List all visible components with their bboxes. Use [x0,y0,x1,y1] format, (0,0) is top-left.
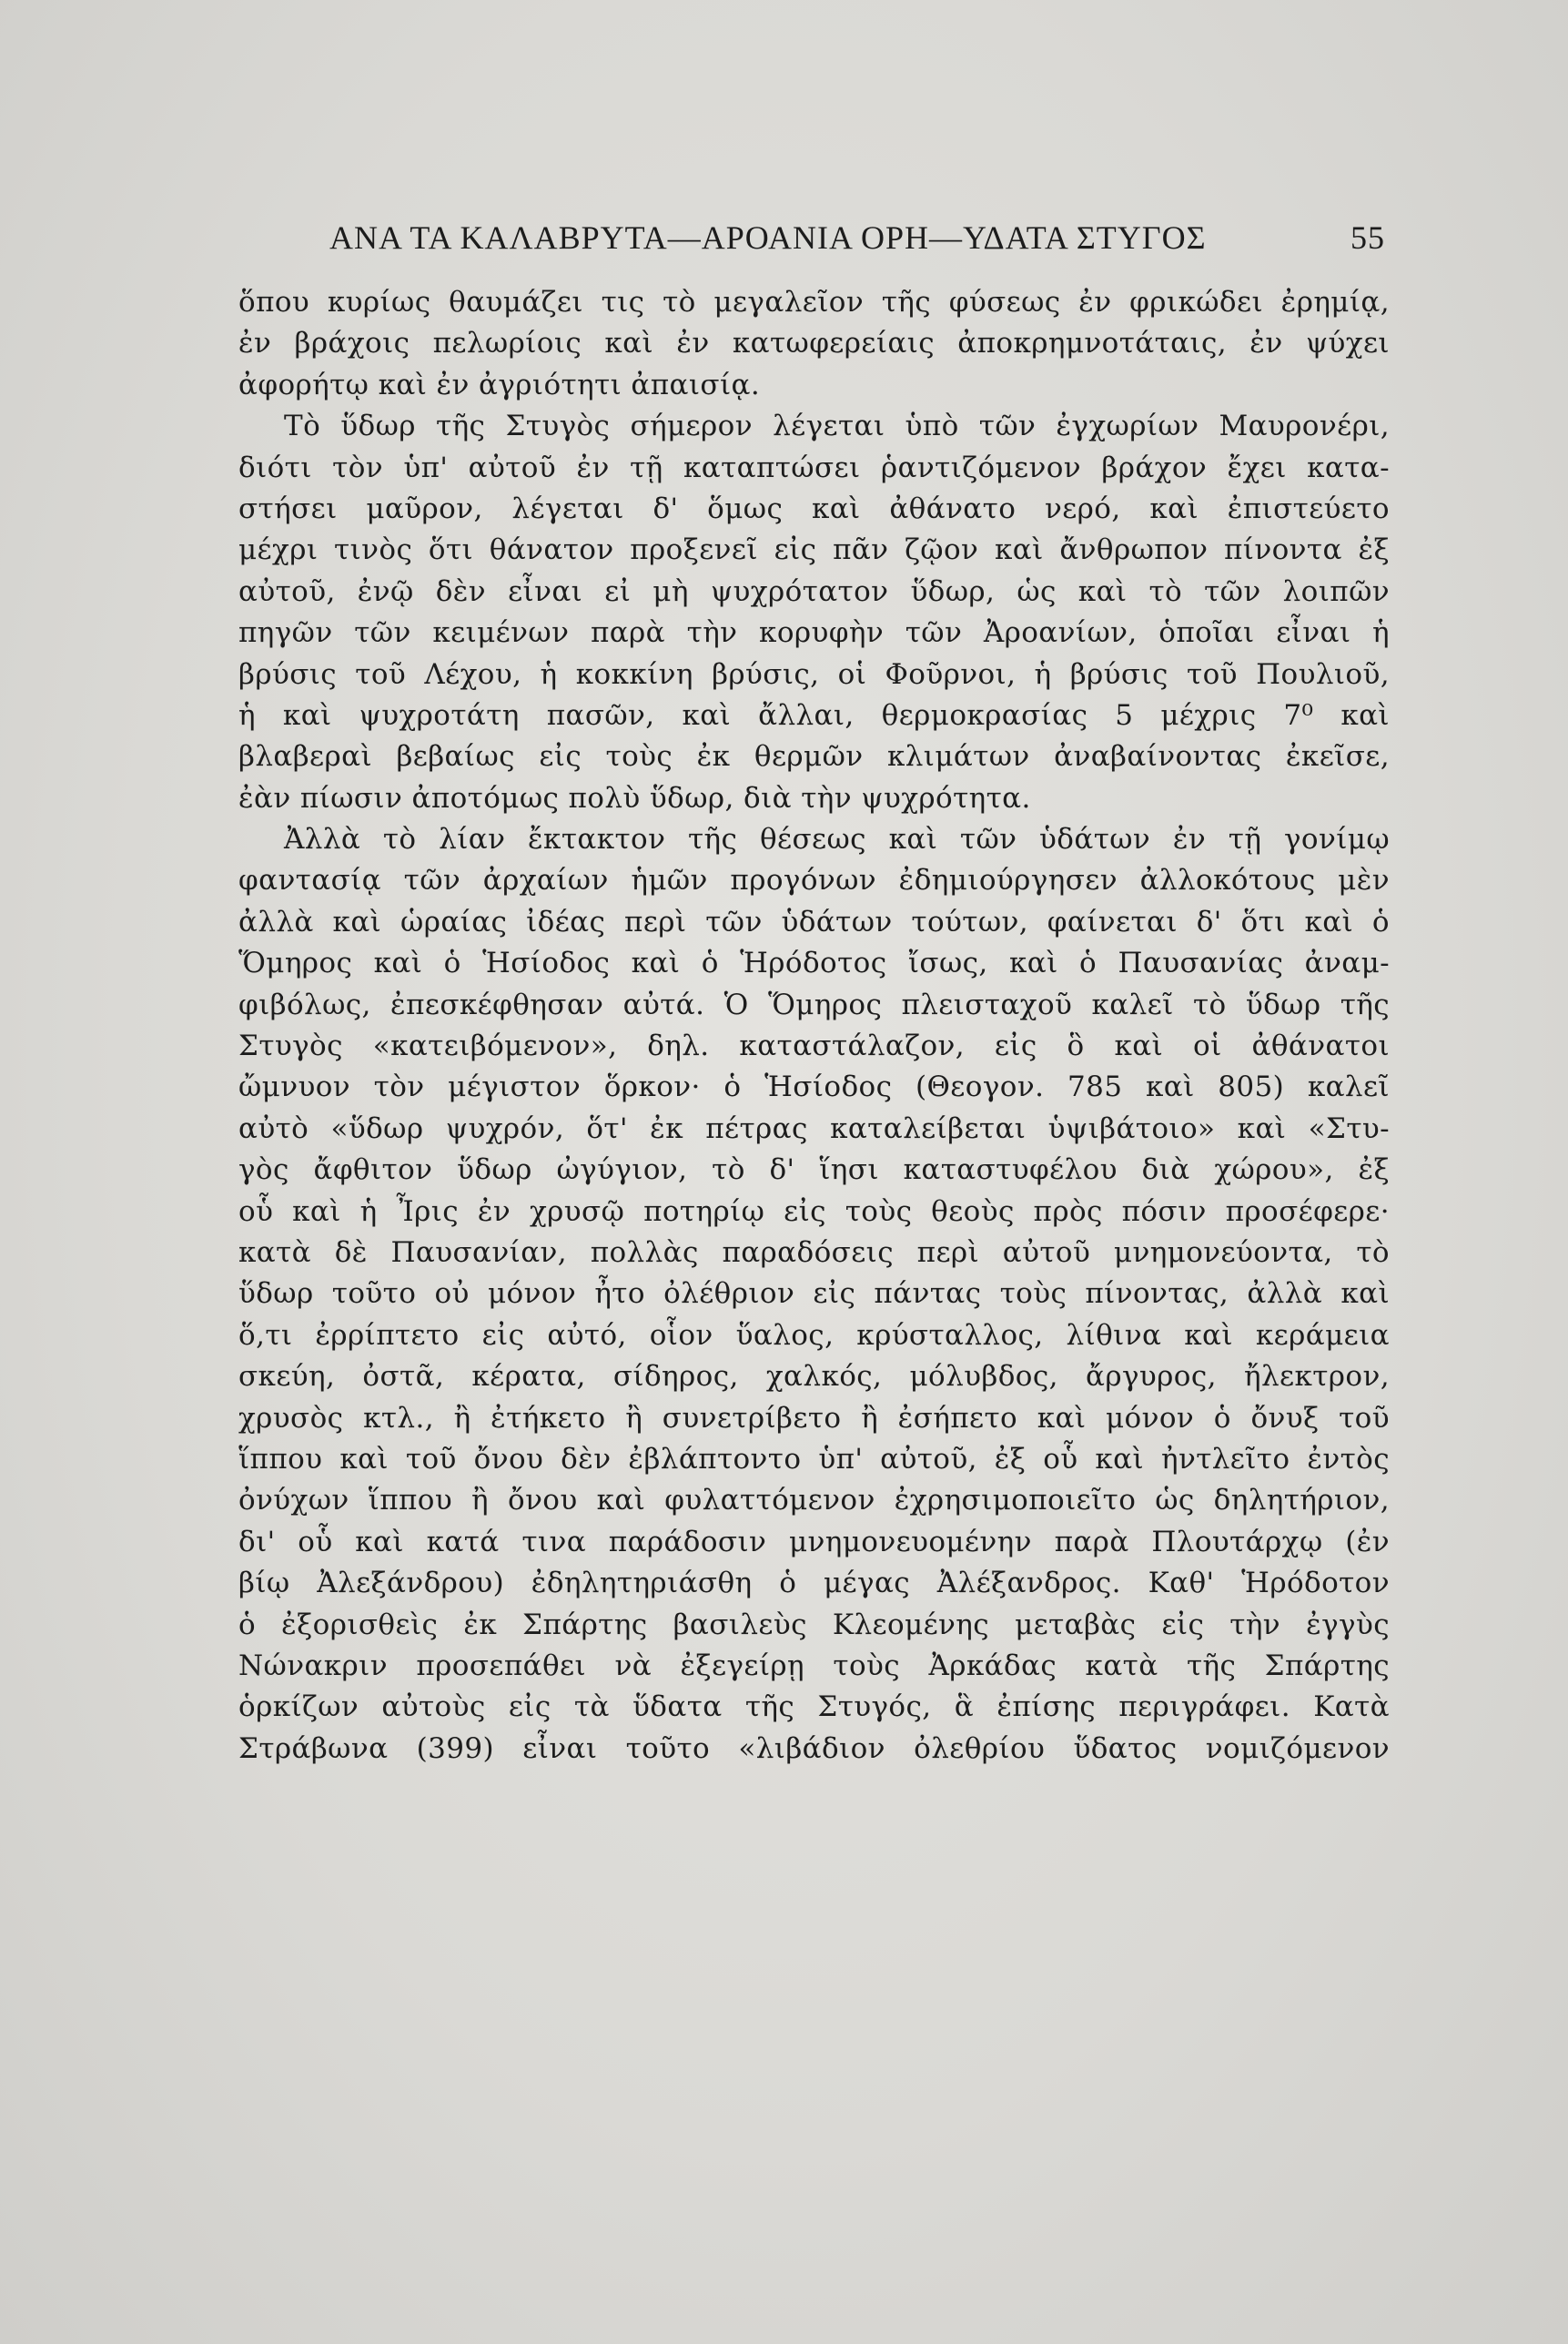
page-number: 55 [1351,219,1385,256]
text-line: Στράβωνα (399) εἶναι τοῦτο «λιβάδιον ὀλεθρίου ὕδατος νομιζόμενον [238,1731,1390,1765]
running-head-title: ΑΝΑ ΤΑ ΚΑΛΑΒΡΥΤΑ—ΑΡΟΑΝΙΑ ΟΡΗ—ΥΔΑΤΑ ΣΤΥΓΟΣ [329,219,1207,256]
text-line: αὐτὸ «ὕδωρ ψυχρόν, ὅτ' ἐκ πέτρας καταλείβεται ὑψιβάτοιο» καὶ «Στυ- [238,1111,1390,1145]
text-line: δι' οὗ καὶ κατά τινα παράδοσιν μνημονευομένην παρὰ Πλουτάρχῳ (ἐν [238,1525,1390,1558]
text-line: σκεύη, ὀστᾶ, κέρατα, σίδηρος, χαλκός, μόλυβδος, ἄργυρος, ἤλεκτρον, [238,1360,1390,1394]
text-line: Στυγὸς «κατειβόμενον», δηλ. καταστάλαζον, εἰς ὃ καὶ οἱ ἀθάνατοι [238,1030,1390,1063]
text-line: ἐὰν πίωσιν ἀποτόμως πολὺ ὕδωρ, διὰ τὴν ψυχρότητα. [238,781,1031,815]
running-head [329,218,1385,273]
text-line: ὤμνυον τὸν μέγιστον ὅρκον· ὁ Ἡσίοδος (Θεογον. 785 καὶ 805) καλεῖ [238,1071,1390,1104]
text-line: κατὰ δὲ Παυσανίαν, πολλὰς παραδόσεις περὶ αὐτοῦ μνημονεύοντα, τὸ [238,1235,1390,1269]
text-line: φιβόλως, ἐπεσκέφθησαν αὐτά. Ὁ Ὅμηρος πλεισταχοῦ καλεῖ τὸ ὕδωρ τῆς [238,988,1390,1021]
text-line: ὀνύχων ἵππου ἢ ὄνου καὶ φυλαττόμενον ἐχρησιμοποιεῖτο ὡς δηλητήριον, [238,1484,1390,1517]
text-line: ὁ ἐξορισθεὶς ἐκ Σπάρτης βασιλεὺς Κλεομένης μεταβὰς εἰς τὴν ἐγγὺς [238,1608,1390,1641]
text-line: βίῳ Ἀλεξάνδρου) ἐδηλητηριάσθη ὁ μέγας Ἀλέξανδρος. Καθ' Ἡρόδοτον [238,1567,1390,1600]
text-line: ὁρκίζων αὐτοὺς εἰς τὰ ὕδατα τῆς Στυγός, ἃ ἐπίσης περιγράφει. Κατὰ [238,1690,1390,1724]
text-line: Ἀλλὰ τὸ λίαν ἔκτακτον τῆς θέσεως καὶ τῶν ὑδάτων ἐν τῇ γονίμῳ [284,823,1390,857]
text-line: ἵππου καὶ τοῦ ὄνου δὲν ἐβλάπτοντο ὑπ' αὐτοῦ, ἐξ οὗ καὶ ἠντλεῖτο ἐντὸς [238,1442,1390,1476]
text-line: Ὅμηρος καὶ ὁ Ἡσίοδος καὶ ὁ Ἡρόδοτος ἴσως, καὶ ὁ Παυσανίας ἀναμ- [238,947,1390,980]
text-line: Τὸ ὕδωρ τῆς Στυγὸς σήμερον λέγεται ὑπὸ τῶν ἐγχωρίων Μαυρονέρι, [284,410,1390,443]
text-line: μέχρι τινὸς ὅτι θάνατον προξενεῖ εἰς πᾶν ζῷον καὶ ἄνθρωπον πίνοντα ἐξ [238,533,1390,567]
text-line: ὅπου κυρίως θαυμάζει τις τὸ μεγαλεῖον τῆς φύσεως ἐν φρικώδει ἐρημίᾳ, [238,286,1390,319]
text-line: χρυσὸς κτλ., ἢ ἐτήκετο ἢ συνετρίβετο ἢ ἐσήπετο καὶ μόνον ὁ ὄνυξ τοῦ [238,1401,1390,1435]
text-line: Νώνακριν προσεπάθει νὰ ἐξεγείρῃ τοὺς Ἀρκάδας κατὰ τῆς Σπάρτης [238,1649,1390,1682]
text-line: αὐτοῦ, ἐνῷ δὲν εἶναι εἰ μὴ ψυχρότατον ὕδωρ, ὡς καὶ τὸ τῶν λοιπῶν [238,574,1390,608]
text-line: ἀφορήτῳ καὶ ἐν ἀγριότητι ἀπαισίᾳ. [238,368,761,401]
text-line: στήσει μαῦρον, λέγεται δ' ὅμως καὶ ἀθάνατο νερό, καὶ ἐπιστεύετο [238,492,1390,525]
body-text [238,282,1390,1770]
text-line: ἀλλὰ καὶ ὡραίας ἰδέας περὶ τῶν ὑδάτων τούτων, φαίνεται δ' ὅτι καὶ ὁ [238,905,1390,939]
text-line: γὸς ἄφθιτον ὕδωρ ὠγύγιον, τὸ δ' ἵησι καταστυφέλου διὰ χώρου», ἐξ [238,1153,1390,1187]
text-line: βλαβεραὶ βεβαίως εἰς τοὺς ἐκ θερμῶν κλιμάτων ἀναβαίνοντας ἐκεῖσε, [238,740,1390,774]
text-line: ἡ καὶ ψυχροτάτη πασῶν, καὶ ἄλλαι, θερμοκρασίας 5 μέχρις 7⁰ καὶ [238,698,1390,732]
text-line: οὗ καὶ ἡ Ἶρις ἐν χρυσῷ ποτηρίῳ εἰς τοὺς θεοὺς πρὸς πόσιν προσέφερε· [238,1194,1390,1228]
text-line: φαντασίᾳ τῶν ἀρχαίων ἡμῶν προγόνων ἐδημιούργησεν ἀλλοκότους μὲν [238,864,1390,898]
text-line: ὅ,τι ἐρρίπτετο εἰς αὐτό, οἷον ὕαλος, κρύσταλλος, λίθινα καὶ κεράμεια [238,1318,1390,1352]
text-line: ὕδωρ τοῦτο οὐ μόνον ἦτο ὀλέθριον εἰς πάντας τοὺς πίνοντας, ἀλλὰ καὶ [238,1277,1390,1311]
text-line: πηγῶν τῶν κειμένων παρὰ τὴν κορυφὴν τῶν Ἀροανίων, ὁποῖαι εἶναι ἡ [238,616,1390,650]
text-line: διότι τὸν ὑπ' αὐτοῦ ἐν τῇ καταπτώσει ῥαντιζόμενον βράχον ἔχει κατα- [238,451,1390,484]
text-line: βρύσις τοῦ Λέχου, ἡ κοκκίνη βρύσις, οἱ Φοῦρνοι, ἡ βρύσις τοῦ Πουλιοῦ, [238,657,1390,691]
text-line: ἐν βράχοις πελωρίοις καὶ ἐν κατωφερείαις ἀποκρημνοτάταις, ἐν ψύχει [238,327,1390,360]
